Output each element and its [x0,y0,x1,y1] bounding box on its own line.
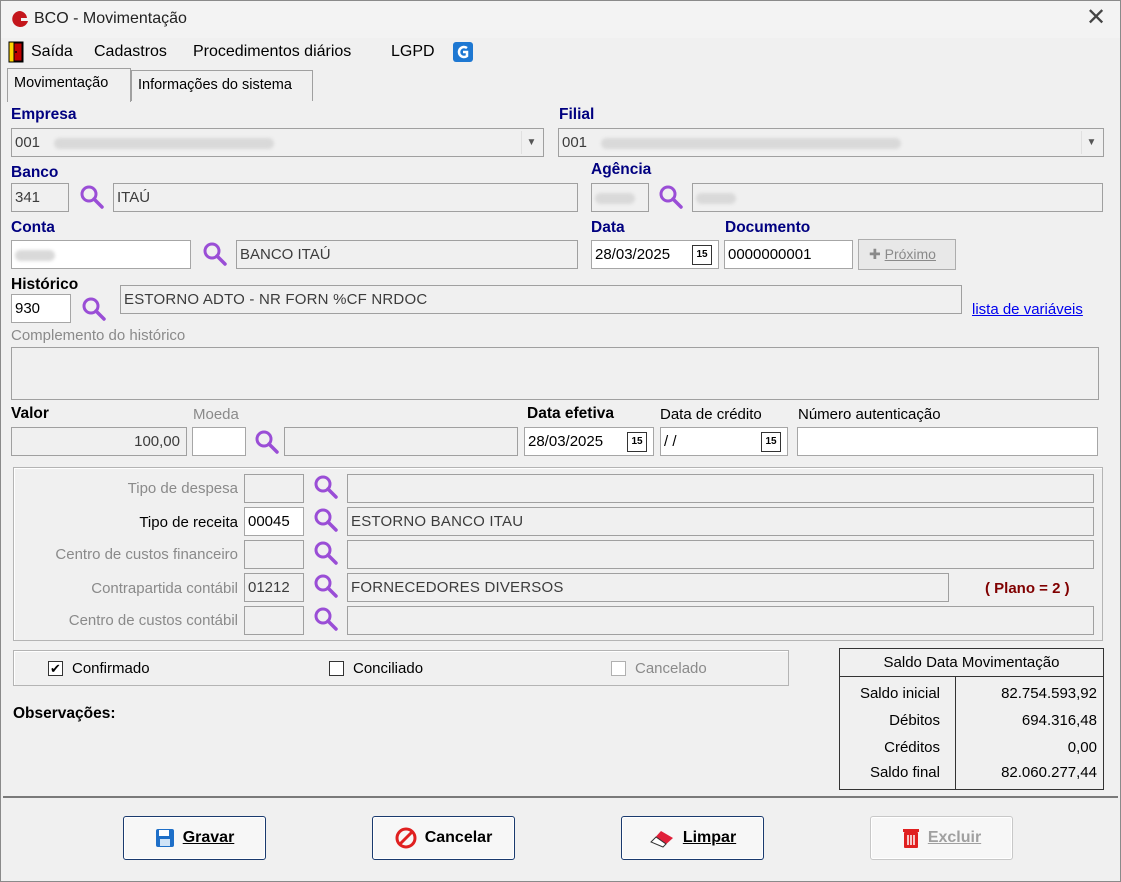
empresa-select[interactable] [11,128,544,157]
chevron-down-icon[interactable]: ▼ [521,131,541,154]
banco-code-field[interactable]: 341 [11,183,69,212]
gravar-label: Gravar [182,829,235,846]
contrapartida-desc-field: FORNECEDORES DIVERSOS [347,573,949,602]
menu-saida[interactable]: Saída [31,43,73,60]
search-icon[interactable] [313,507,339,533]
conciliado-checkbox[interactable] [329,661,344,676]
moeda-name-field [284,427,518,456]
historico-text-field: ESTORNO ADTO - NR FORN %CF NRDOC [120,285,962,314]
saldo-final-value: 82.060.277,44 [1001,764,1097,781]
agencia-code-redacted [595,193,635,204]
menu-bar [0,38,1121,68]
cc-financeiro-code-field[interactable] [244,540,304,569]
saldo-divider [955,677,956,789]
agencia-label: Agência [591,161,652,178]
valor-label: Valor [11,405,49,422]
cc-financeiro-label: Centro de custos financeiro [55,546,238,563]
search-icon[interactable] [658,184,684,210]
search-icon[interactable] [202,241,228,267]
agencia-code-field[interactable] [591,183,649,212]
data-credito-label: Data de crédito [660,406,762,423]
tipo-despesa-label: Tipo de despesa [127,480,238,497]
data-label: Data [591,219,625,236]
conta-code-field[interactable] [11,240,191,269]
filial-name-redacted [601,138,901,149]
gravar-button[interactable] [123,816,266,860]
trash-icon [902,827,920,849]
documento-label: Documento [725,219,811,236]
data-value: 28/03/2025 [595,246,671,263]
menu-cadastros[interactable]: Cadastros [94,43,167,60]
close-icon[interactable]: ✕ [1085,4,1107,31]
contrapartida-label: Contrapartida contábil [91,580,238,597]
tab-movimentacao[interactable]: Movimentação [7,68,131,102]
calendar-icon[interactable]: 15 [627,432,647,452]
help-logo-icon[interactable] [452,41,474,63]
confirmado-label: Confirmado [72,660,150,677]
menu-procedimentos-diarios[interactable]: Procedimentos diários [193,43,352,60]
calendar-icon[interactable]: 15 [692,245,712,265]
search-icon[interactable] [313,474,339,500]
eraser-icon [649,828,675,848]
cc-financeiro-desc-field [347,540,1094,569]
empresa-code: 001 [15,134,41,151]
data-efetiva-value: 28/03/2025 [528,433,604,450]
complemento-label: Complemento do histórico [11,327,186,344]
search-icon[interactable] [313,573,339,599]
tipo-receita-desc-field: ESTORNO BANCO ITAU [347,507,1094,536]
cancelar-label: Cancelar [424,829,493,846]
plano-indicator: ( Plano = 2 ) [985,580,1070,597]
historico-code-field[interactable]: 930 [11,294,71,323]
cancel-icon [395,827,417,849]
limpar-label: Limpar [682,829,737,846]
tipo-despesa-desc-field [347,474,1094,503]
conta-code-redacted [15,250,55,261]
tipo-receita-label: Tipo de receita [139,514,238,531]
menu-lgpd[interactable]: LGPD [391,43,435,60]
excluir-button[interactable] [870,816,1013,860]
app-logo-icon [10,10,30,28]
cc-contabil-desc-field [347,606,1094,635]
empresa-label: Empresa [11,106,77,123]
lista-variaveis-link[interactable]: lista de variáveis [972,301,1083,318]
numero-autenticacao-label: Número autenticação [798,406,941,423]
confirmado-checkbox[interactable]: ✔ [48,661,63,676]
debitos-value: 694.316,48 [1021,712,1097,729]
valor-field[interactable]: 100,00 [11,427,187,456]
search-icon[interactable] [313,606,339,632]
saldo-panel [839,648,1104,790]
calendar-icon[interactable]: 15 [761,432,781,452]
agencia-name-redacted [696,193,736,204]
banco-name-field: ITAÚ [113,183,578,212]
creditos-label: Créditos [884,739,940,756]
footer-separator [3,796,1118,798]
cc-contabil-code-field[interactable] [244,606,304,635]
data-efetiva-label: Data efetiva [527,405,615,422]
complemento-field[interactable] [11,347,1099,400]
search-icon[interactable] [254,429,280,455]
filial-code: 001 [562,134,588,151]
search-icon[interactable] [313,540,339,566]
saldo-inicial-value: 82.754.593,92 [1001,685,1097,702]
data-credito-value: / / [664,433,677,450]
cancelar-button[interactable] [372,816,515,860]
moeda-code-field[interactable] [192,427,246,456]
documento-field[interactable]: 0000000001 [724,240,853,269]
cc-contabil-label: Centro de custos contábil [68,612,238,629]
observacoes-label: Observações: [13,705,116,722]
window-title: BCO - Movimentação [34,10,187,27]
proximo-button[interactable] [858,239,956,270]
tipo-receita-code-field[interactable]: 00045 [244,507,304,536]
exit-door-icon[interactable] [8,41,24,63]
save-icon [155,828,175,848]
cancelado-label: Cancelado [635,660,707,677]
search-icon[interactable] [81,296,107,322]
empresa-name-redacted [54,138,274,149]
creditos-value: 0,00 [1067,739,1097,756]
filial-select[interactable] [558,128,1104,157]
saldo-inicial-label: Saldo inicial [859,685,940,702]
proximo-label: Próximo [884,246,936,262]
conciliado-label: Conciliado [353,660,424,677]
contrapartida-code-field[interactable]: 01212 [244,573,304,602]
conta-name-field: BANCO ITAÚ [236,240,578,269]
tab-informacoes-sistema[interactable]: Informações do sistema [131,70,313,101]
moeda-label: Moeda [193,406,239,423]
chevron-down-icon[interactable]: ▼ [1081,131,1101,154]
agencia-name-field [692,183,1103,212]
historico-label: Histórico [11,276,79,293]
tipo-despesa-code-field[interactable] [244,474,304,503]
cancelado-checkbox[interactable] [611,661,626,676]
conta-label: Conta [11,219,55,236]
saldo-final-label: Saldo final [869,764,940,781]
banco-label: Banco [11,164,59,181]
debitos-label: Débitos [889,712,940,729]
numero-autenticacao-field[interactable] [797,427,1098,456]
plus-icon: ✚ [869,246,885,262]
saldo-title: Saldo Data Movimentação [840,649,1103,677]
excluir-label: Excluir [927,829,982,846]
search-icon[interactable] [79,184,105,210]
filial-label: Filial [559,106,595,123]
limpar-button[interactable] [621,816,764,860]
